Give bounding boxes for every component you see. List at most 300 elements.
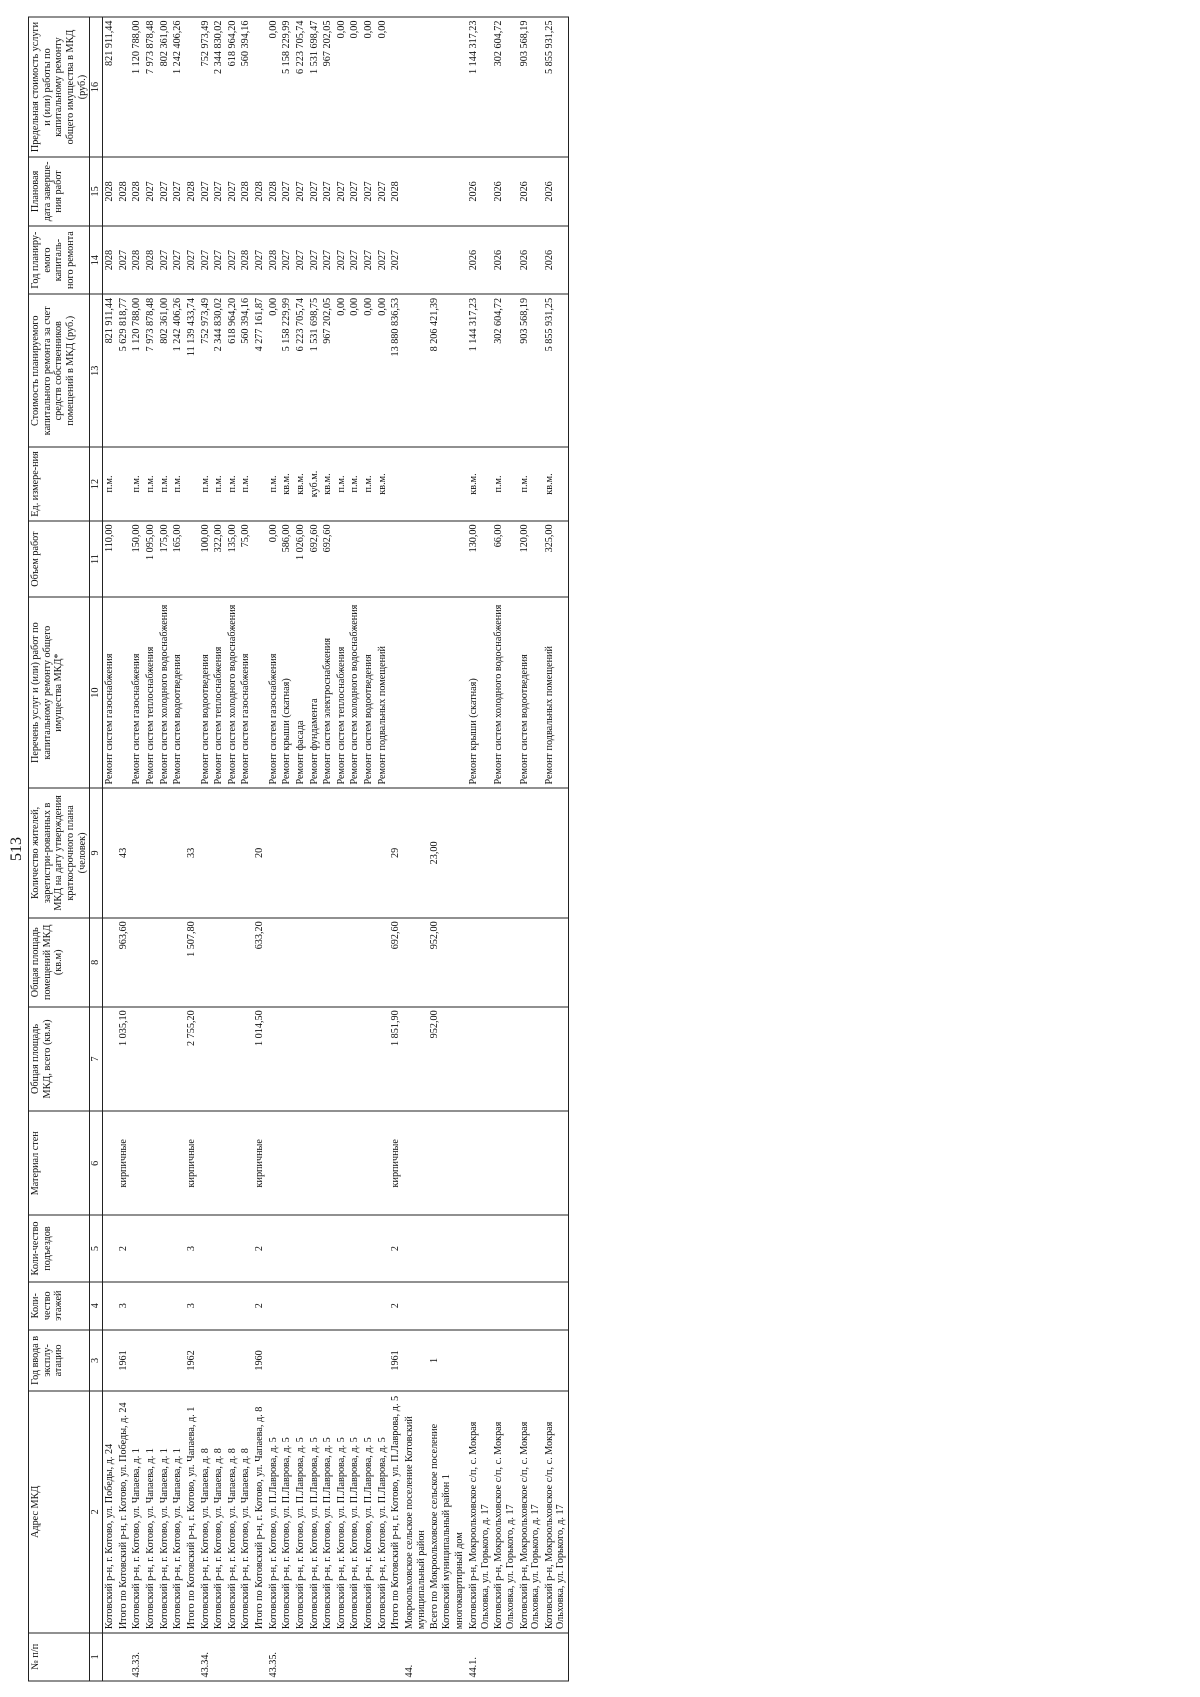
cell-work-volume: 586,00 <box>280 520 294 596</box>
table-row <box>117 17 131 1681</box>
cell-premises-area <box>226 917 240 1006</box>
cell-entrances <box>267 1215 281 1281</box>
cell-completion-date: 2027 <box>348 157 362 226</box>
cell-work-volume <box>453 520 467 596</box>
cell-year-built <box>403 1329 428 1390</box>
cell-row-number <box>294 1632 308 1680</box>
cell-year-built <box>348 1329 362 1390</box>
cell-max-cost: 302 604,72 <box>492 17 517 157</box>
cell-work-volume <box>335 520 349 596</box>
cell-wall-material <box>453 1111 467 1215</box>
cell-unit: п.м. <box>144 447 158 521</box>
cell-floors <box>239 1281 253 1329</box>
col-number: 15 <box>90 157 103 226</box>
col-number: 12 <box>90 447 103 521</box>
cell-work-type: Ремонт систем теплоснабжения <box>335 597 349 788</box>
cell-total-area: 952,00 <box>428 1006 453 1110</box>
cell-floors <box>308 1281 322 1329</box>
cell-unit: п.м. <box>103 447 117 521</box>
cell-row-number <box>348 1632 362 1680</box>
cell-total-area <box>335 1006 349 1110</box>
cell-planned-year: 2027 <box>117 225 131 294</box>
cell-residents <box>308 788 322 918</box>
cell-max-cost: 560 394,16 <box>239 17 253 157</box>
cell-max-cost: 618 964,20 <box>226 17 240 157</box>
col-number: 14 <box>90 225 103 294</box>
table-row <box>518 17 543 1681</box>
cell-address: Мокроольховское сельское поселение Котовский муниципальный район <box>403 1390 428 1632</box>
cell-address: Котовский р-н, г. Котово, ул. Чапаева, д. 1 <box>171 1390 185 1632</box>
col-header-12: Ед. измере-ния <box>29 447 90 521</box>
cell-residents <box>171 788 185 918</box>
cell-entrances <box>362 1215 376 1281</box>
cell-completion-date: 2027 <box>362 157 376 226</box>
cell-entrances: 2 <box>253 1215 267 1281</box>
cell-completion-date: 2027 <box>335 157 349 226</box>
cell-address: Котовский р-н, г. Котово, ул. П.Лаврова, д. 5 <box>321 1390 335 1632</box>
cell-wall-material <box>158 1111 172 1215</box>
cell-address: многоквартирный дом <box>453 1390 467 1632</box>
col-number: 11 <box>90 520 103 596</box>
table-row <box>467 17 492 1681</box>
cell-premises-area <box>212 917 226 1006</box>
cell-address: Котовский р-н, Мокроольховское с/п, с. Мокрая Ольховка, ул. Горького, д. 17 <box>492 1390 517 1632</box>
col-header-13: Стоимость планируемого капитального ремонта за счет средств собственников помещений в МКД (руб.) <box>29 294 90 447</box>
cell-max-cost <box>389 17 403 157</box>
cell-unit: кв.м. <box>543 447 569 521</box>
cell-owners-cost: 618 964,20 <box>226 294 240 447</box>
cell-entrances <box>428 1215 453 1281</box>
cell-total-area <box>158 1006 172 1110</box>
cell-owners-cost: 6 223 705,74 <box>294 294 308 447</box>
cell-residents <box>321 788 335 918</box>
cell-residents: 43 <box>117 788 131 918</box>
cell-year-built <box>280 1329 294 1390</box>
cell-planned-year: 2027 <box>199 225 213 294</box>
cell-row-number <box>453 1632 467 1680</box>
cell-max-cost: 821 911,44 <box>103 17 117 157</box>
cell-unit: п.м. <box>239 447 253 521</box>
cell-unit: п.м. <box>267 447 281 521</box>
cell-entrances <box>212 1215 226 1281</box>
cell-year-built <box>199 1329 213 1390</box>
table-row <box>103 17 117 1681</box>
cell-completion-date: 2028 <box>185 157 199 226</box>
col-header-8: Общая площадь помещений МКД (кв.м) <box>29 917 90 1006</box>
col-number: 2 <box>90 1390 103 1632</box>
cell-completion-date: 2027 <box>280 157 294 226</box>
cell-residents <box>158 788 172 918</box>
cell-work-volume: 0,00 <box>267 520 281 596</box>
cell-work-volume <box>348 520 362 596</box>
cell-wall-material <box>294 1111 308 1215</box>
cell-wall-material: кирпичные <box>389 1111 403 1215</box>
cell-address: Котовский р-н, г. Котово, ул. П.Лаврова, д. 5 <box>376 1390 390 1632</box>
cell-wall-material <box>492 1111 517 1215</box>
cell-completion-date: 2028 <box>389 157 403 226</box>
cell-work-volume <box>362 520 376 596</box>
cell-max-cost: 0,00 <box>348 17 362 157</box>
table-row <box>280 17 294 1681</box>
cell-wall-material <box>321 1111 335 1215</box>
cell-max-cost <box>253 17 267 157</box>
cell-unit: п.м. <box>348 447 362 521</box>
col-header-2: Адрес МКД <box>29 1390 90 1632</box>
capital-repair-table <box>28 16 569 1681</box>
cell-residents <box>335 788 349 918</box>
cell-address: Котовский р-н, г. Котово, ул. Чапаева, д. 8 <box>212 1390 226 1632</box>
cell-work-type: Ремонт систем холодного водоснабжения <box>226 597 240 788</box>
col-header-3: Год ввода в эксплу-атацию <box>29 1329 90 1390</box>
cell-completion-date: 2026 <box>518 157 543 226</box>
cell-owners-cost: 8 206 421,39 <box>428 294 453 447</box>
cell-owners-cost: 560 394,16 <box>239 294 253 447</box>
cell-row-number <box>376 1632 390 1680</box>
cell-unit: кв.м. <box>467 447 492 521</box>
table-row <box>130 17 144 1681</box>
cell-work-volume: 66,00 <box>492 520 517 596</box>
table-row <box>253 17 267 1681</box>
cell-address: Котовский р-н, г. Котово, ул. П.Лаврова, д. 5 <box>348 1390 362 1632</box>
cell-planned-year: 2027 <box>171 225 185 294</box>
cell-year-built <box>321 1329 335 1390</box>
cell-residents <box>294 788 308 918</box>
cell-row-number <box>321 1632 335 1680</box>
cell-entrances <box>130 1215 144 1281</box>
cell-residents: 20 <box>253 788 267 918</box>
cell-planned-year: 2026 <box>518 225 543 294</box>
cell-wall-material <box>103 1111 117 1215</box>
table-row <box>158 17 172 1681</box>
cell-total-area <box>267 1006 281 1110</box>
cell-premises-area <box>348 917 362 1006</box>
cell-premises-area <box>199 917 213 1006</box>
cell-max-cost: 903 568,19 <box>518 17 543 157</box>
cell-address: Котовский р-н, г. Котово, ул. Чапаева, д. 1 <box>144 1390 158 1632</box>
cell-planned-year: 2026 <box>467 225 492 294</box>
cell-residents <box>518 788 543 918</box>
cell-completion-date: 2027 <box>376 157 390 226</box>
cell-premises-area <box>103 917 117 1006</box>
cell-planned-year: 2027 <box>348 225 362 294</box>
cell-max-cost: 1 242 406,26 <box>171 17 185 157</box>
cell-year-built <box>171 1329 185 1390</box>
cell-owners-cost: 821 911,44 <box>103 294 117 447</box>
col-number: 13 <box>90 294 103 447</box>
cell-max-cost <box>453 17 467 157</box>
col-header-9: Количество жителей, зарегистри-рованных в МКД на дату утверждения краткосрочного плана (человек) <box>29 788 90 918</box>
cell-address: Котовский р-н, г. Котово, ул. Победы, д. 24 <box>103 1390 117 1632</box>
col-header-6: Материал стен <box>29 1111 90 1215</box>
cell-wall-material <box>239 1111 253 1215</box>
cell-planned-year <box>403 225 428 294</box>
cell-year-built <box>376 1329 390 1390</box>
col-number: 9 <box>90 788 103 918</box>
cell-residents <box>362 788 376 918</box>
cell-planned-year <box>453 225 467 294</box>
cell-address: Котовский р-н, г. Котово, ул. П.Лаврова, д. 5 <box>294 1390 308 1632</box>
cell-total-area: 2 755,20 <box>185 1006 199 1110</box>
cell-entrances <box>158 1215 172 1281</box>
cell-total-area: 1 851,90 <box>389 1006 403 1110</box>
cell-entrances <box>239 1215 253 1281</box>
cell-work-type: Ремонт систем газоснабжения <box>267 597 281 788</box>
cell-unit: п.м. <box>199 447 213 521</box>
cell-residents <box>226 788 240 918</box>
cell-year-built <box>294 1329 308 1390</box>
cell-work-type <box>185 597 199 788</box>
cell-owners-cost: 967 202,05 <box>321 294 335 447</box>
cell-premises-area <box>335 917 349 1006</box>
col-header-4: Коли-чество этажей <box>29 1281 90 1329</box>
cell-work-volume: 100,00 <box>199 520 213 596</box>
cell-work-type: Ремонт систем теплоснабжения <box>212 597 226 788</box>
cell-floors <box>543 1281 569 1329</box>
cell-max-cost: 5 855 931,25 <box>543 17 569 157</box>
table-row <box>308 17 322 1681</box>
cell-address: Котовский р-н, Мокроольховское с/п, с. Мокрая Ольховка, ул. Горького, д. 17 <box>518 1390 543 1632</box>
cell-residents <box>348 788 362 918</box>
cell-wall-material <box>362 1111 376 1215</box>
table-row <box>453 17 467 1681</box>
cell-entrances <box>453 1215 467 1281</box>
cell-address: Котовский р-н, г. Котово, ул. П.Лаврова, д. 5 <box>362 1390 376 1632</box>
cell-wall-material <box>130 1111 144 1215</box>
cell-work-type: Ремонт систем газоснабжения <box>103 597 117 788</box>
cell-total-area <box>376 1006 390 1110</box>
cell-unit: кв.м. <box>294 447 308 521</box>
cell-wall-material <box>403 1111 428 1215</box>
cell-year-built <box>518 1329 543 1390</box>
cell-entrances: 3 <box>185 1215 199 1281</box>
cell-work-type: Ремонт крыши (скатная) <box>467 597 492 788</box>
cell-address: Котовский р-н, г. Котово, ул. Чапаева, д. 8 <box>199 1390 213 1632</box>
cell-planned-year: 2027 <box>294 225 308 294</box>
cell-entrances <box>543 1215 569 1281</box>
cell-work-volume: 1 095,00 <box>144 520 158 596</box>
cell-entrances <box>376 1215 390 1281</box>
cell-floors <box>103 1281 117 1329</box>
cell-address: Котовский р-н, г. Котово, ул. П.Лаврова, д. 5 <box>335 1390 349 1632</box>
cell-work-type <box>453 597 467 788</box>
cell-work-volume <box>428 520 453 596</box>
cell-wall-material <box>171 1111 185 1215</box>
column-number-row <box>90 17 103 1681</box>
cell-premises-area <box>130 917 144 1006</box>
cell-work-volume <box>376 520 390 596</box>
table-row <box>212 17 226 1681</box>
cell-planned-year: 2028 <box>130 225 144 294</box>
cell-residents: 33 <box>185 788 199 918</box>
cell-total-area <box>144 1006 158 1110</box>
cell-total-area <box>518 1006 543 1110</box>
cell-max-cost: 1 120 788,00 <box>130 17 144 157</box>
cell-address: Котовский р-н, Мокроольховское с/п, с. Мокрая Ольховка, ул. Горького, д. 17 <box>543 1390 569 1632</box>
cell-work-volume: 175,00 <box>158 520 172 596</box>
cell-entrances: 2 <box>117 1215 131 1281</box>
col-number: 7 <box>90 1006 103 1110</box>
cell-wall-material: кирпичные <box>185 1111 199 1215</box>
cell-entrances <box>103 1215 117 1281</box>
cell-work-type: Ремонт систем водоотведения <box>171 597 185 788</box>
cell-total-area <box>403 1006 428 1110</box>
cell-owners-cost: 11 139 433,74 <box>185 294 199 447</box>
cell-floors <box>348 1281 362 1329</box>
cell-row-number <box>389 1632 403 1680</box>
cell-total-area <box>308 1006 322 1110</box>
col-header-1: № п/п <box>29 1632 90 1680</box>
cell-max-cost: 967 202,05 <box>321 17 335 157</box>
cell-unit <box>403 447 428 521</box>
cell-total-area <box>226 1006 240 1110</box>
col-header-15: Плановая дата заверше-ния работ <box>29 157 90 226</box>
table-row <box>428 17 453 1681</box>
cell-entrances <box>308 1215 322 1281</box>
cell-work-type: Ремонт систем газоснабжения <box>239 597 253 788</box>
cell-unit <box>389 447 403 521</box>
cell-max-cost: 802 361,00 <box>158 17 172 157</box>
cell-planned-year: 2028 <box>267 225 281 294</box>
cell-completion-date: 2028 <box>267 157 281 226</box>
col-number: 3 <box>90 1329 103 1390</box>
cell-row-number <box>492 1632 517 1680</box>
cell-entrances <box>280 1215 294 1281</box>
cell-max-cost <box>428 17 453 157</box>
cell-unit: п.м. <box>158 447 172 521</box>
cell-floors <box>199 1281 213 1329</box>
cell-year-built <box>335 1329 349 1390</box>
cell-planned-year: 2028 <box>239 225 253 294</box>
table-row <box>226 17 240 1681</box>
cell-row-number <box>428 1632 453 1680</box>
cell-max-cost: 1 144 317,23 <box>467 17 492 157</box>
table-row <box>294 17 308 1681</box>
cell-year-built <box>267 1329 281 1390</box>
cell-row-number <box>226 1632 240 1680</box>
cell-work-type: Ремонт систем холодного водоснабжения <box>158 597 172 788</box>
cell-row-number <box>185 1632 199 1680</box>
cell-address: Итого по Котовский р-н, г. Котово, ул. Победы, д. 24 <box>117 1390 131 1632</box>
cell-row-number: 44. <box>403 1632 428 1680</box>
cell-work-type: Ремонт систем холодного водоснабжения <box>348 597 362 788</box>
cell-floors <box>212 1281 226 1329</box>
cell-residents <box>403 788 428 918</box>
cell-unit <box>185 447 199 521</box>
cell-total-area <box>543 1006 569 1110</box>
cell-max-cost <box>185 17 199 157</box>
cell-address: Котовский р-н, г. Котово, ул. Чапаева, д. 1 <box>130 1390 144 1632</box>
cell-entrances <box>467 1215 492 1281</box>
col-number: 10 <box>90 597 103 788</box>
col-number: 6 <box>90 1111 103 1215</box>
cell-unit: п.м. <box>226 447 240 521</box>
cell-work-type <box>117 597 131 788</box>
cell-residents <box>453 788 467 918</box>
cell-row-number: 43.33. <box>130 1632 144 1680</box>
col-header-11: Объем работ <box>29 520 90 596</box>
cell-row-number <box>171 1632 185 1680</box>
cell-premises-area <box>239 917 253 1006</box>
cell-planned-year: 2027 <box>226 225 240 294</box>
cell-work-volume <box>185 520 199 596</box>
cell-owners-cost: 0,00 <box>376 294 390 447</box>
col-number: 5 <box>90 1215 103 1281</box>
cell-address: Котовский р-н, г. Котово, ул. П.Лаврова, д. 5 <box>267 1390 281 1632</box>
cell-completion-date: 2026 <box>492 157 517 226</box>
cell-residents <box>199 788 213 918</box>
cell-unit: куб.м. <box>308 447 322 521</box>
table-row <box>389 17 403 1681</box>
cell-address: Котовский р-н, Мокроольховское с/п, с. Мокрая Ольховка, ул. Горького, д. 17 <box>467 1390 492 1632</box>
cell-address: Котовский р-н, г. Котово, ул. П.Лаврова, д. 5 <box>280 1390 294 1632</box>
cell-year-built <box>453 1329 467 1390</box>
cell-floors <box>267 1281 281 1329</box>
table-row <box>321 17 335 1681</box>
cell-owners-cost: 1 120 788,00 <box>130 294 144 447</box>
cell-planned-year: 2027 <box>308 225 322 294</box>
cell-year-built <box>226 1329 240 1390</box>
cell-row-number <box>158 1632 172 1680</box>
cell-floors <box>321 1281 335 1329</box>
cell-planned-year: 2027 <box>212 225 226 294</box>
table-body <box>103 17 569 1681</box>
cell-completion-date <box>428 157 453 226</box>
cell-premises-area <box>362 917 376 1006</box>
cell-completion-date: 2027 <box>321 157 335 226</box>
cell-year-built <box>362 1329 376 1390</box>
cell-work-volume: 1 026,00 <box>294 520 308 596</box>
cell-max-cost: 1 531 698,47 <box>308 17 322 157</box>
cell-completion-date: 2027 <box>226 157 240 226</box>
cell-residents <box>376 788 390 918</box>
cell-planned-year: 2027 <box>253 225 267 294</box>
col-number: 16 <box>90 17 103 157</box>
cell-owners-cost: 0,00 <box>348 294 362 447</box>
cell-max-cost: 5 158 229,99 <box>280 17 294 157</box>
cell-owners-cost <box>403 294 428 447</box>
table-header-row <box>29 17 90 1681</box>
cell-entrances <box>144 1215 158 1281</box>
cell-owners-cost: 13 880 836,53 <box>389 294 403 447</box>
table-row <box>335 17 349 1681</box>
col-header-10: Перечень услуг и (или) работ по капитальному ремонту общего имущества МКД* <box>29 597 90 788</box>
cell-premises-area <box>543 917 569 1006</box>
cell-max-cost: 6 223 705,74 <box>294 17 308 157</box>
cell-work-type: Ремонт фундамента <box>308 597 322 788</box>
cell-max-cost: 0,00 <box>362 17 376 157</box>
cell-work-volume: 692,60 <box>321 520 335 596</box>
cell-floors <box>294 1281 308 1329</box>
cell-unit <box>253 447 267 521</box>
cell-work-volume <box>389 520 403 596</box>
cell-owners-cost: 5 855 931,25 <box>543 294 569 447</box>
cell-unit: п.м. <box>335 447 349 521</box>
cell-work-type: Ремонт систем электроснабжения <box>321 597 335 788</box>
cell-wall-material: кирпичные <box>253 1111 267 1215</box>
cell-entrances <box>335 1215 349 1281</box>
page-number: 513 <box>8 836 25 861</box>
cell-premises-area <box>492 917 517 1006</box>
cell-address: Котовский р-н, г. Котово, ул. Чапаева, д. 1 <box>158 1390 172 1632</box>
cell-address: Итого по Котовский р-н, г. Котово, ул. Чапаева, д. 8 <box>253 1390 267 1632</box>
cell-owners-cost: 0,00 <box>362 294 376 447</box>
cell-premises-area <box>376 917 390 1006</box>
cell-total-area <box>348 1006 362 1110</box>
cell-floors: 3 <box>117 1281 131 1329</box>
cell-premises-area <box>267 917 281 1006</box>
cell-year-built <box>144 1329 158 1390</box>
table-row <box>348 17 362 1681</box>
